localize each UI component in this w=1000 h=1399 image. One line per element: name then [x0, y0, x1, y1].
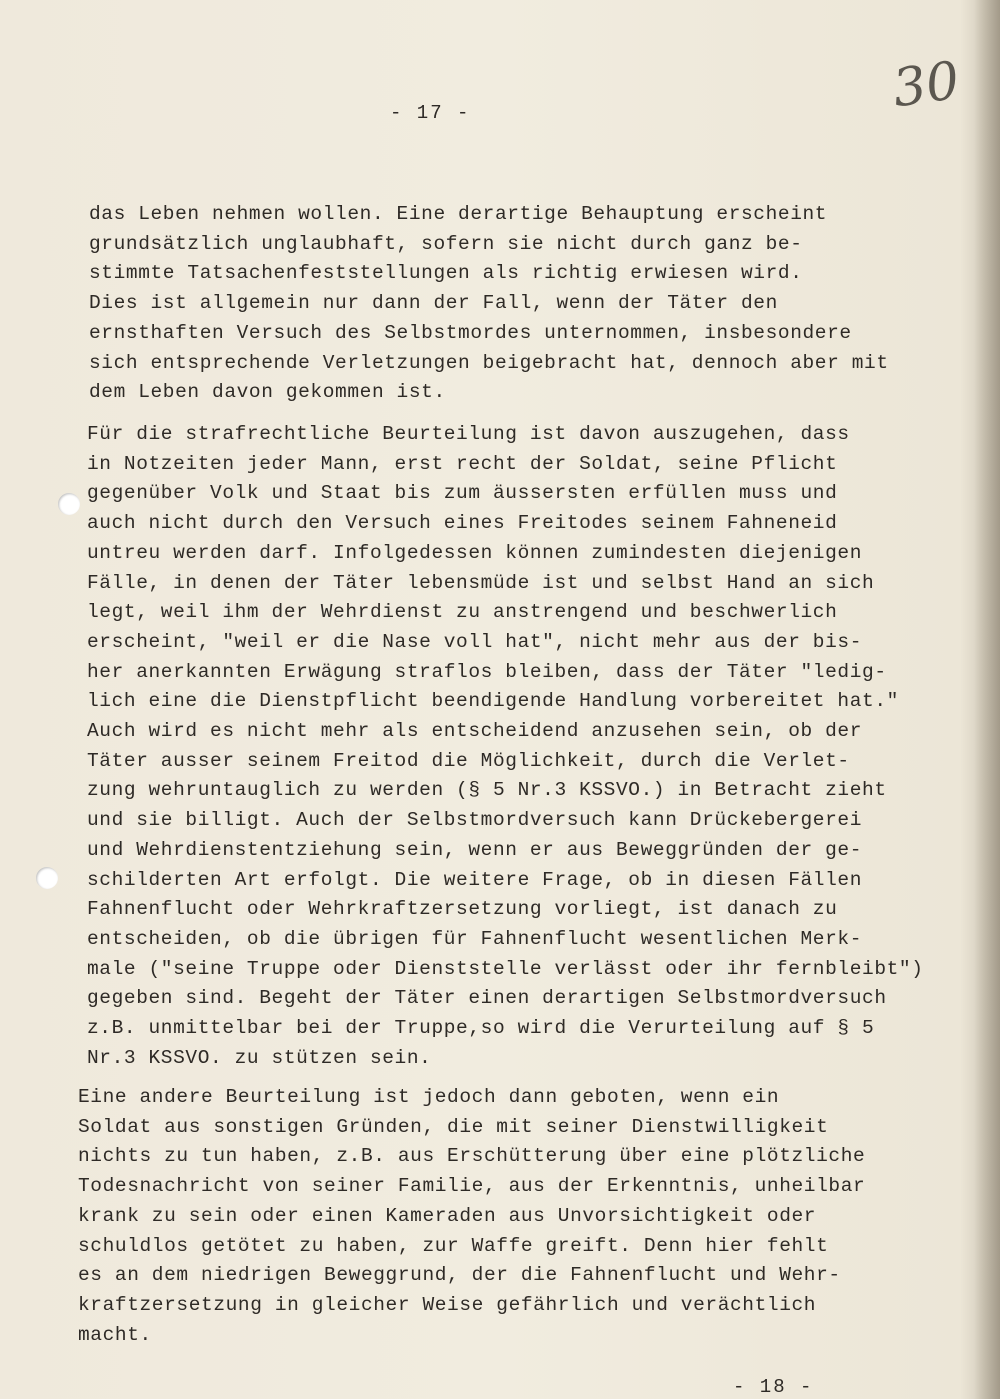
- text-line: Eine andere Beurteilung ist jedoch dann geboten, wenn ein: [78, 1086, 780, 1108]
- text-line: nichts zu tun haben, z.B. aus Erschütterung über eine plötzliche: [78, 1145, 866, 1168]
- paragraph-1: [89, 200, 889, 408]
- handwritten-folio-number: 30: [889, 50, 964, 120]
- text-line: erscheint, "weil er die Nase voll hat", nicht mehr aus der bis-: [87, 630, 863, 653]
- text-line: schuldlos getötet zu haben, zur Waffe greift. Denn hier fehlt: [78, 1234, 829, 1257]
- text-line: Auch wird es nicht mehr als entscheidend anzusehen sein, ob der: [87, 720, 863, 743]
- text-line: und sie billigt. Auch der Selbstmordversuch kann Drückebergerei: [87, 809, 863, 832]
- text-line: grundsätzlich unglaubhaft, sofern sie nicht durch ganz be-: [89, 232, 803, 255]
- text-line: Nr.3 KSSVO. zu stützen sein.: [87, 1046, 432, 1069]
- text-line: das Leben nehmen wollen. Eine derartige Behauptung erscheint: [89, 203, 828, 225]
- paragraph-2: [87, 420, 924, 1073]
- text-line: ernsthaften Versuch des Selbstmordes unternommen, insbesondere: [89, 321, 852, 344]
- text-line: her anerkannten Erwägung straflos bleiben, dass der Täter "ledig-: [87, 660, 887, 683]
- text-line: Für die strafrechtliche Beurteilung ist davon auszugehen, dass: [87, 423, 850, 445]
- text-line: Todesnachricht von seiner Familie, aus der Erkenntnis, unheilbar: [78, 1175, 866, 1198]
- page-number: - 17 -: [390, 102, 471, 124]
- text-line: macht.: [78, 1323, 152, 1346]
- text-line: krank zu sein oder einen Kameraden aus Unvorsichtigkeit oder: [78, 1204, 817, 1227]
- text-line: es an dem niedrigen Beweggrund, der die Fahnenflucht und Wehr-: [78, 1264, 841, 1287]
- paper-edge-shadow: [974, 0, 1000, 1399]
- punch-hole: [58, 493, 80, 515]
- text-line: gegenüber Volk und Staat bis zum äussersten erfüllen muss und: [87, 482, 838, 505]
- text-line: stimmte Tatsachenfeststellungen als richtig erwiesen wird.: [89, 262, 803, 285]
- paragraph-3: [78, 1083, 865, 1350]
- next-page-marker: - 18 -: [733, 1376, 814, 1398]
- text-line: lich eine die Dienstpflicht beendigende Handlung vorbereitet hat.": [87, 690, 899, 713]
- text-line: auch nicht durch den Versuch eines Freitodes seinem Fahneneid: [87, 512, 838, 535]
- text-line: entscheiden, ob die übrigen für Fahnenflucht wesentlichen Merk-: [87, 927, 863, 950]
- punch-hole: [36, 867, 58, 889]
- text-line: dem Leben davon gekommen ist.: [89, 381, 446, 404]
- text-line: kraftzersetzung in gleicher Weise gefährlich und verächtlich: [78, 1293, 817, 1316]
- text-line: in Notzeiten jeder Mann, erst recht der Soldat, seine Pflicht: [87, 452, 838, 475]
- text-line: Fahnenflucht oder Wehrkraftzersetzung vorliegt, ist danach zu: [87, 898, 838, 921]
- text-line: untreu werden darf. Infolgedessen können zumindesten diejenigen: [87, 541, 863, 564]
- text-line: male ("seine Truppe oder Dienststelle verlässt oder ihr fernbleibt"): [87, 957, 924, 980]
- text-line: gegeben sind. Begeht der Täter einen derartigen Selbstmordversuch: [87, 987, 887, 1010]
- text-line: Täter ausser seinem Freitod die Möglichkeit, durch die Verlet-: [87, 749, 850, 772]
- text-line: legt, weil ihm der Wehrdienst zu anstrengend und beschwerlich: [87, 601, 838, 624]
- text-line: und Wehrdienstentziehung sein, wenn er aus Beweggründen der ge-: [87, 838, 863, 861]
- text-line: Dies ist allgemein nur dann der Fall, wenn der Täter den: [89, 292, 778, 315]
- text-line: zung wehruntauglich zu werden (§ 5 Nr.3 KSSVO.) in Betracht zieht: [87, 779, 887, 802]
- text-line: Fälle, in denen der Täter lebensmüde ist und selbst Hand an sich: [87, 571, 875, 594]
- text-line: schilderten Art erfolgt. Die weitere Frage, ob in diesen Fällen: [87, 868, 863, 891]
- text-line: z.B. unmittelbar bei der Truppe,so wird die Verurteilung auf § 5: [87, 1017, 875, 1040]
- text-line: sich entsprechende Verletzungen beigebracht hat, dennoch aber mit: [89, 351, 889, 374]
- text-line: Soldat aus sonstigen Gründen, die mit seiner Dienstwilligkeit: [78, 1115, 829, 1138]
